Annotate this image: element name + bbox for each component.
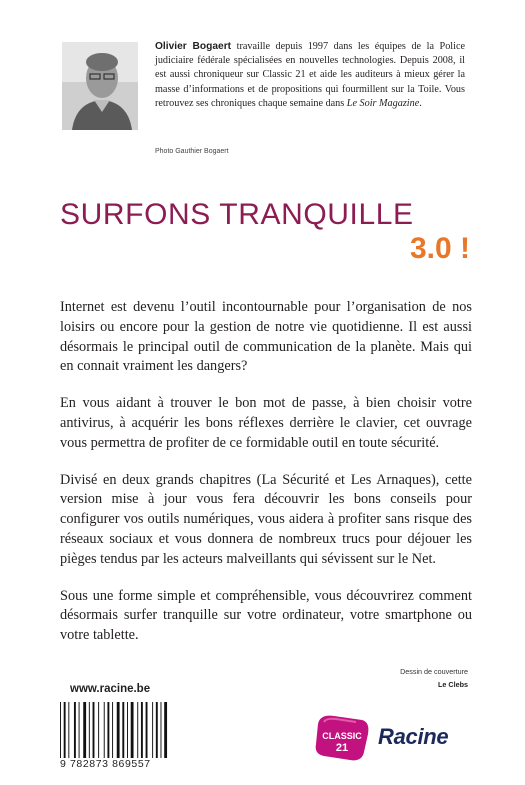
author-bio-end: . (419, 97, 422, 109)
isbn-number: 9 782873 869557 (60, 758, 151, 770)
classic21-logo (312, 712, 372, 764)
publisher-website[interactable]: www.racine.be (70, 683, 151, 695)
blurb-paragraph: Sous une forme simple et compréhensible, vous découvrirez comment désormais surfer tranquille sur votre ordinateur, votre smartphone ou votre tablette. (60, 587, 472, 644)
blurb-paragraph: Divisé en deux grands chapitres (La Sécurité et Les Arnaques), cette version mise à jour vous fera découvrir les bons conseils pour configurer vos outils numériques, vous aidera à profiter sans risque des réseaux sociaux et vous donnera de nombreux trucs pour déjouer les pièges tendus par les acteurs malveillants qui sévissent sur le Net. (60, 471, 472, 567)
magazine-name: Le Soir Magazine (346, 97, 420, 109)
blurb-paragraph: Internet est devenu l’outil incontournable pour l’organisation de nos loisirs ou encore pour la gestion de notre vie quotidienne. Il est aussi désormais le principal outil de communication de la planète. Mais qui en connait vraiment les dangers? (60, 299, 472, 375)
racine-logo: Racine (378, 724, 449, 749)
barcode (58, 702, 174, 760)
cover-artist: Le Clebs (438, 680, 468, 689)
author-name: Olivier Bogaert (155, 41, 232, 52)
blurb-paragraph: En vous aidant à trouver le bon mot de passe, à bien choisir votre antivirus, à acquérir les bons réflexes derrière le clavier, cet ouvrage vous permettra de profiter de ce formidable outil en toute sécurité. (60, 395, 472, 451)
classic21-logo-line1: CLASSIC (322, 731, 362, 741)
back-cover-blurb (60, 298, 472, 663)
author-bio-text: travaille depuis 1997 dans les équipes de la Police judiciaire fédérale spécialisées en nouvelles technologies. Depuis 2008, il est aussi chroniqueur sur Classic 21 et aide les auditeurs à mieux gérer la masse d’informations et de propositions qui fourmillent sur la Toile. Vous retrouvez ses chroniques chaque semaine dans (155, 41, 465, 109)
book-title: SURFONS TRANQUILLE (60, 198, 414, 231)
author-photo (62, 42, 138, 130)
classic21-logo-line2: 21 (335, 742, 349, 754)
book-title-version: 3.0 ! (409, 232, 470, 265)
cover-credit-label: Dessin de couverture (400, 667, 468, 676)
author-bio (155, 40, 465, 111)
photo-credit: Photo Gauthier Bogaert (155, 148, 229, 155)
